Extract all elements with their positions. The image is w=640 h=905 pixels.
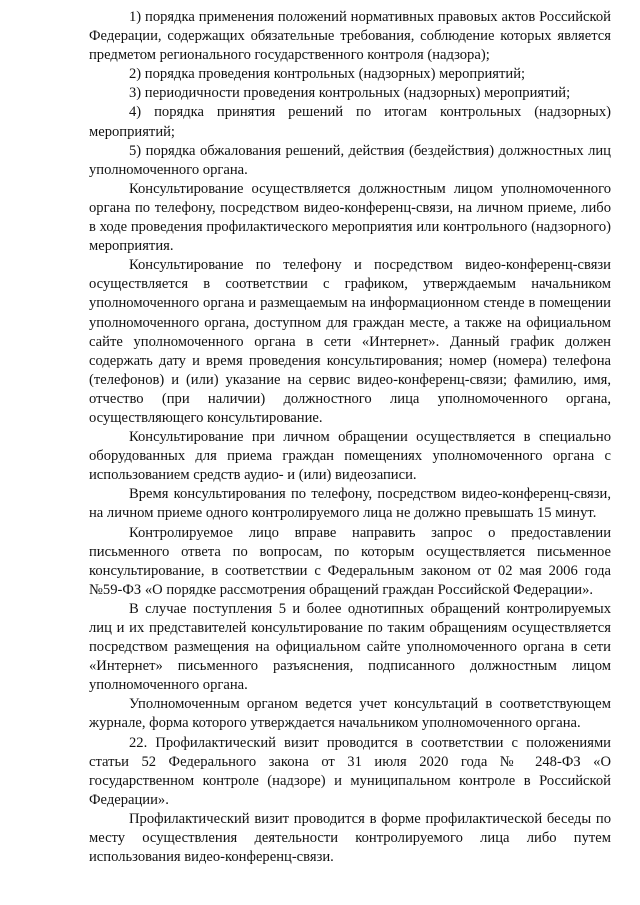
paragraph-section-22: 22. Профилактический визит проводится в соответствии с положениями статьи 52 Федерального закона от 31 июля 2020 года № 248-ФЗ «О государственном контроле (надзоре) и муниципальном контроле в Российской Федерации». [89, 734, 611, 808]
paragraph-item-2: 2) порядка проведения контрольных (надзорных) мероприятий; [129, 66, 526, 83]
paragraph-personal-consultation: Консультирование при личном обращении осуществляется в специально оборудованных для приема граждан помещениях уполномоченного органа с использованием средств аудио- и (или) видеозаписи. [89, 429, 611, 484]
paragraph-repeated-requests: В случае поступления 5 и более однотипных обращений контролируемых лиц и их представителей консультирование по таким обращениям осуществляется посредством размещения на официальном сайте уполномоченного органа в сети «Интернет» письменного разъяснения, подписанного должностным лицом уполномоченного органа. [89, 600, 611, 694]
paragraph-preventive-visit: Профилактический визит проводится в форме профилактической беседы по месту осуществления деятельности контролируемого лица либо путем использования видео-конференц-связи. [89, 810, 611, 866]
paragraph-item-5: 5) порядка обжалования решений, действия (бездействия) должностных лиц уполномоченного органа. [89, 142, 611, 178]
paragraph-consultation-schedule: Консультирование по телефону и посредством видео-конференц-связи осуществляется в соответствии с графиком, утверждаемым начальником уполномоченного органа и размещаемым на информационном стенде в помещении уполномоченного органа, доступном для граждан месте, а также на официальном сайте уполномоченного органа в сети «Интернет». Данный график должен содержать дату и время проведения консультирования; номер (номера) телефона (телефонов) и (или) указание на сервис видео-конференц-связи; фамилию, имя, отчество (при наличии) должностного лица уполномоченного органа, осуществляющего консультирование. [89, 257, 611, 426]
paragraph-consultation-methods: Консультирование осуществляется должностным лицом уполномоченного органа по телефону, посредством видео-конференц-связи, на личном приеме, либо в ходе проведения профилактического мероприятия или контрольного (надзорного) мероприятия. [89, 180, 611, 255]
paragraph-item-1: 1) порядка применения положений нормативных правовых актов Российской Федерации, содержащих обязательные требования, соблюдение которых является предметом регионального государственного контроля (надзора); [89, 9, 611, 64]
document-page [89, 8, 611, 867]
paragraph-item-4: 4) порядка принятия решений по итогам контрольных (надзорных) мероприятий; [89, 104, 611, 140]
paragraph-consultation-log: Уполномоченным органом ведется учет консультаций в соответствующем журнале, форма которого утверждается начальником уполномоченного органа. [89, 696, 611, 732]
paragraph-consultation-time: Время консультирования по телефону, посредством видео-конференц-связи, на личном приеме одного контролируемого лица не должно превышать 15 минут. [89, 486, 611, 522]
paragraph-item-3: 3) периодичности проведения контрольных (надзорных) мероприятий; [129, 85, 571, 102]
paragraph-written-request: Контролируемое лицо вправе направить запрос о предоставлении письменного ответа по вопросам, по которым осуществляется письменное консультирование, в соответствии с Федеральным законом от 02 мая 2006 года №59-ФЗ «О порядке рассмотрения обращений граждан Российской Федерации». [89, 524, 611, 598]
